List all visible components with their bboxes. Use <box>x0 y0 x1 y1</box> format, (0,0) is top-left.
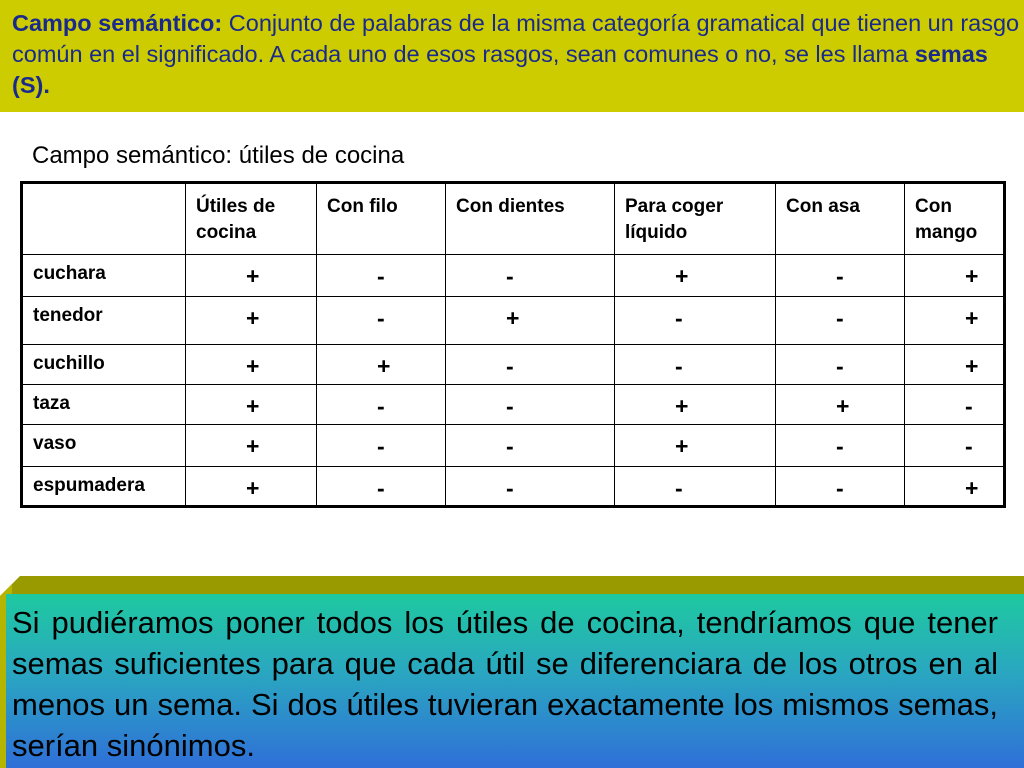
sema-value: + <box>615 385 776 425</box>
sema-value: - <box>446 255 615 297</box>
sema-value: + <box>186 297 317 345</box>
sema-value: - <box>905 425 1005 467</box>
sema-value: - <box>317 425 446 467</box>
table-row <box>22 467 1005 507</box>
sema-value: - <box>776 467 905 507</box>
conclusion-box <box>0 576 1024 768</box>
table-row <box>22 255 1005 297</box>
definition-text: Conjunto de palabras de la misma categoría gramatical que tienen un rasgo común en el significado. A cada uno de esos rasgos, sean comunes o no, se les llama <box>12 10 1020 67</box>
table-row <box>22 345 1005 385</box>
row-word: vaso <box>22 425 186 467</box>
sema-value: + <box>776 385 905 425</box>
sema-value: + <box>186 345 317 385</box>
sema-value: - <box>776 255 905 297</box>
header-cell: Útiles de cocina <box>186 183 317 255</box>
table-row <box>22 385 1005 425</box>
table-header-row <box>22 183 1005 255</box>
sema-value: - <box>446 385 615 425</box>
sema-value: + <box>905 297 1005 345</box>
definition-box <box>0 0 1024 112</box>
header-cell <box>22 183 186 255</box>
sema-value: + <box>446 297 615 345</box>
sema-value: - <box>446 467 615 507</box>
row-word: taza <box>22 385 186 425</box>
row-word: cuchara <box>22 255 186 297</box>
sema-value: - <box>446 345 615 385</box>
table-row <box>22 425 1005 467</box>
sema-value: + <box>186 467 317 507</box>
sema-value: + <box>615 255 776 297</box>
header-cell: Con filo <box>317 183 446 255</box>
sema-value: - <box>317 297 446 345</box>
sema-value: - <box>615 467 776 507</box>
row-word: espumadera <box>22 467 186 507</box>
sema-value: - <box>776 425 905 467</box>
header-cell: Con dientes <box>446 183 615 255</box>
sema-value: + <box>905 467 1005 507</box>
sema-value: - <box>317 385 446 425</box>
sema-value: + <box>615 425 776 467</box>
definition-term: Campo semántico: <box>12 10 223 36</box>
header-cell: Para coger líquido <box>615 183 776 255</box>
sema-value: - <box>317 255 446 297</box>
conclusion-text: Si pudiéramos poner todos los útiles de cocina, tendríamos que tener semas suficientes para que cada útil se diferenciara de los otros en al menos un sema. Si dos útiles tuvieran exactamente los mismos semas, serían sinónimos. <box>6 594 1024 768</box>
row-word: tenedor <box>22 297 186 345</box>
box-bevel-top <box>0 576 1024 596</box>
sema-value: - <box>615 297 776 345</box>
table-row <box>22 297 1005 345</box>
sema-value: - <box>905 385 1005 425</box>
semas-table <box>20 181 1006 508</box>
definition-semas: semas (S). <box>12 41 988 98</box>
sema-value: + <box>905 345 1005 385</box>
sema-value: + <box>186 255 317 297</box>
header-cell: Con asa <box>776 183 905 255</box>
row-word: cuchillo <box>22 345 186 385</box>
sema-value: - <box>776 297 905 345</box>
sema-value: + <box>186 425 317 467</box>
table-title: Campo semántico: útiles de cocina <box>32 142 405 169</box>
sema-value: - <box>615 345 776 385</box>
header-cell: Con mango <box>905 183 1005 255</box>
sema-value: - <box>317 467 446 507</box>
sema-value: - <box>446 425 615 467</box>
sema-value: + <box>317 345 446 385</box>
sema-value: - <box>776 345 905 385</box>
sema-value: + <box>186 385 317 425</box>
sema-value: + <box>905 255 1005 297</box>
